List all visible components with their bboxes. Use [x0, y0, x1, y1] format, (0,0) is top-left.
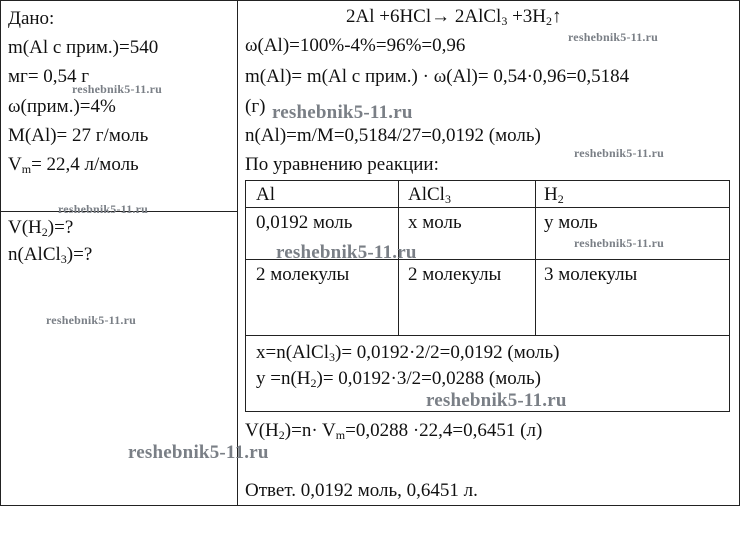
given-mass-cont: мг= 0,54 г — [8, 66, 90, 87]
reaction-equation: 2Al +6HCl→ 2AlCl$_3$ $+3H_2↑$ — [346, 6, 562, 28]
given-molar-volume: $V_m= 22,4$ л/моль — [8, 154, 139, 176]
solution-by-equation: По уравнению реакции: — [245, 154, 439, 175]
watermark: reshebnik5-11.ru — [46, 313, 136, 327]
table-header-al: Al — [256, 184, 275, 205]
given-omega: ω(прим.)=4% — [8, 96, 116, 117]
given-molar-mass: M(Al)= 27 г/моль — [8, 125, 149, 146]
table-top-border — [245, 180, 730, 181]
table-cell-h2-moles: y моль — [544, 212, 598, 233]
watermark: reshebnik5-11.ru — [426, 390, 567, 411]
find-volume-h2: $V(H_2)=$? — [8, 217, 74, 239]
watermark: reshebnik5-11.ru — [276, 242, 417, 263]
table-header-bottom — [245, 207, 730, 208]
watermark: reshebnik5-11.ru — [574, 146, 664, 160]
table-cell-h2-molecules: 3 молекулы — [544, 264, 638, 285]
watermark: reshebnik5-11.ru — [72, 82, 162, 96]
table-header-h2: $H_2$ — [544, 184, 564, 206]
table-row2-bottom — [245, 335, 730, 336]
table-header-alcl3: AlCl$_3$ — [408, 184, 451, 206]
solution-mass-unit: (г) — [245, 96, 266, 117]
table-cell-al-moles: 0,0192 моль — [256, 212, 353, 233]
given-title: Дано: — [8, 8, 55, 29]
watermark: reshebnik5-11.ru — [574, 236, 664, 250]
calc-amount-h2: $y =n(H_2)= 0,0192\cdot 3/2=0,0288$ (моль) — [256, 368, 541, 390]
solution-mass-al: m(Al)= m(Al с прим.) · ω(Al)= 0,54·0,96=0,5184 — [245, 66, 630, 87]
watermark: reshebnik5-11.ru — [272, 102, 413, 123]
find-amount-alcl3: n(AlCl$_3$)=? — [8, 244, 93, 266]
solution-omega-al: ω(Al)=100%-4%=96%=0,96 — [245, 35, 466, 56]
table-right-border — [729, 180, 730, 412]
solution-amount-al: n(Al)=m/M=0,5184/27=0,0192 (моль) — [245, 125, 541, 146]
table-cell-alcl3-molecules: 2 молекулы — [408, 264, 502, 285]
table-cell-alcl3-moles: x моль — [408, 212, 462, 233]
calc-amount-alcl3: x=n(AlCl$_3$)= 0,0192·2/2=0,0192 (моль) — [256, 342, 560, 364]
final-answer: Ответ. 0,0192 моль, 0,6451 л. — [245, 480, 478, 501]
table-col-divider-2 — [535, 180, 536, 336]
calc-volume-h2: $V(H_2)=n\cdot V_m=0,0288 \cdot 22,4=0,6451$ (л) — [245, 420, 543, 442]
table-cell-al-molecules: 2 молекулы — [256, 264, 350, 285]
main-column-divider — [237, 0, 238, 506]
watermark: reshebnik5-11.ru — [128, 442, 269, 463]
watermark: reshebnik5-11.ru — [58, 202, 148, 216]
given-mass: m(Al с прим.)=540 — [8, 37, 159, 58]
watermark: reshebnik5-11.ru — [568, 30, 658, 44]
table-left-border — [245, 180, 246, 412]
